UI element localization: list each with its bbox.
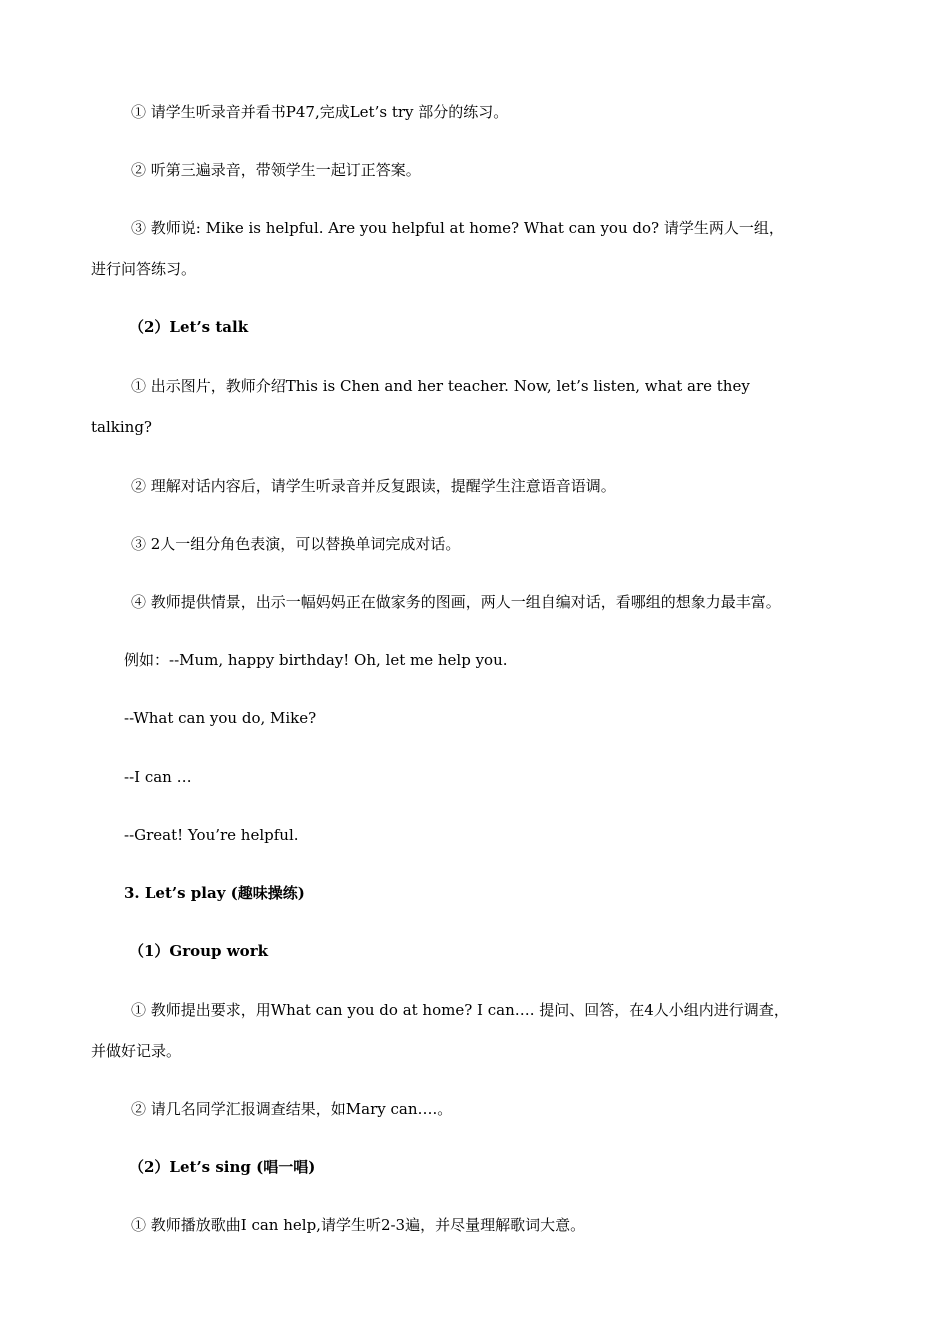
dialogue-line-3: --I can …: [124, 768, 192, 786]
paragraph-play-song: ① 教师播放歌曲I can help,请学生听2-3遍，并尽量理解歌词大意。: [131, 1216, 586, 1234]
heading-lets-sing: （2）Let’s sing (唱一唱): [129, 1158, 316, 1176]
dialogue-line-2: --What can you do, Mike?: [124, 709, 317, 727]
paragraph-role-play: ③ 2人一组分角色表演，可以替换单词完成对话。: [131, 535, 461, 553]
dialogue-line-4: --Great! You’re helpful.: [124, 826, 299, 844]
paragraph-try-exercise: ① 请学生听录音并看书P47,完成Let’s try 部分的练习。: [131, 103, 509, 121]
paragraph-teacher-says-cont: 进行问答练习。: [91, 260, 197, 278]
paragraph-show-picture-cont: talking?: [91, 418, 152, 436]
heading-lets-talk: （2）Let’s talk: [129, 318, 249, 336]
paragraph-listen-repeat: ② 理解对话内容后，请学生听录音并反复跟读，提醒学生注意语音语调。: [131, 477, 616, 495]
heading-lets-play: 3. Let’s play (趣味操练): [124, 884, 305, 902]
paragraph-teacher-says: ③ 教师说: Mike is helpful. Are you helpful at home? What can you do? 请学生两人一组，: [131, 219, 784, 237]
dialogue-line-1: 例如：--Mum, happy birthday! Oh, let me help you.: [124, 651, 508, 669]
paragraph-report: ② 请几名同学汇报调查结果，如Mary can….。: [131, 1100, 453, 1118]
paragraph-survey: ① 教师提出要求，用What can you do at home? I can…. 提问、回答，在4人小组内进行调查，: [131, 1001, 789, 1019]
heading-group-work: （1）Group work: [129, 942, 268, 960]
paragraph-show-picture: ① 出示图片，教师介绍This is Chen and her teacher. Now, let’s listen, what are they: [131, 377, 750, 395]
paragraph-scenario: ④ 教师提供情景，出示一幅妈妈正在做家务的图画，两人一组自编对话，看哪组的想象力最丰富。: [131, 593, 781, 611]
paragraph-survey-cont: 并做好记录。: [91, 1042, 182, 1060]
paragraph-check-answers: ② 听第三遍录音，带领学生一起订正答案。: [131, 161, 421, 179]
